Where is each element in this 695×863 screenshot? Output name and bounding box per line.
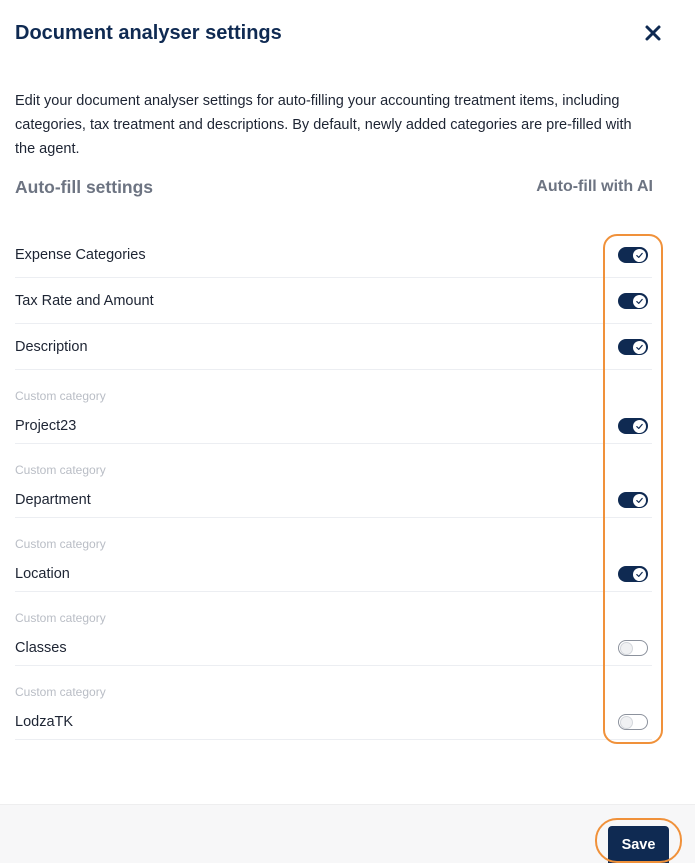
toggle-knob [633, 494, 646, 507]
custom-category-caption: Custom category [15, 389, 106, 403]
toggle-knob [633, 341, 646, 354]
toggle-tax-rate[interactable] [618, 293, 648, 309]
setting-label: Department [15, 492, 91, 508]
toggle-department[interactable] [618, 492, 648, 508]
setting-row-project23 [15, 370, 652, 444]
check-icon [636, 252, 643, 259]
toggle-knob [633, 249, 646, 262]
save-button[interactable]: Save [608, 826, 669, 863]
toggle-knob [620, 642, 633, 655]
setting-row-classes [15, 592, 652, 666]
check-icon [636, 497, 643, 504]
autofill-section-header [15, 177, 655, 201]
toggle-expense-categories[interactable] [618, 247, 648, 263]
setting-label: Location [15, 566, 70, 582]
setting-row-lodzatk [15, 666, 652, 740]
custom-category-caption: Custom category [15, 611, 106, 625]
dialog-footer [0, 804, 695, 863]
dialog-description: Edit your document analyser settings for auto-filling your accounting treatment items, including categories, tax treatment and descriptions. By default, newly added categories are pre-filled with the agent. [15, 93, 632, 157]
setting-label: Project23 [15, 418, 77, 434]
check-icon [636, 344, 643, 351]
check-icon [636, 298, 643, 305]
toggle-knob [633, 420, 646, 433]
custom-category-caption: Custom category [15, 685, 106, 699]
setting-label: LodzaTK [15, 714, 74, 730]
close-button[interactable] [638, 18, 668, 48]
setting-label: Tax Rate and Amount [15, 293, 154, 309]
custom-category-caption: Custom category [15, 463, 106, 477]
check-icon [636, 423, 643, 430]
toggle-project23[interactable] [618, 418, 648, 434]
setting-row-location [15, 518, 652, 592]
custom-category-caption: Custom category [15, 537, 106, 551]
close-icon [638, 18, 668, 48]
setting-row-department [15, 444, 652, 518]
setting-row-expense-categories [15, 232, 652, 278]
toggle-knob [633, 568, 646, 581]
toggle-classes[interactable] [618, 640, 648, 656]
dialog-header [0, 0, 695, 66]
setting-row-tax-rate [15, 278, 652, 324]
toggle-knob [620, 716, 633, 729]
toggle-location[interactable] [618, 566, 648, 582]
setting-row-description [15, 324, 652, 370]
dialog-title: Document analyser settings [15, 22, 282, 44]
toggle-knob [633, 295, 646, 308]
check-icon [636, 571, 643, 578]
toggle-lodzatk[interactable] [618, 714, 648, 730]
setting-label: Classes [15, 640, 67, 656]
setting-label: Description [15, 339, 88, 355]
toggle-description[interactable] [618, 339, 648, 355]
autofill-column-label: Auto-fill with AI [536, 178, 653, 195]
setting-label: Expense Categories [15, 247, 146, 263]
section-title: Auto-fill settings [15, 177, 154, 197]
